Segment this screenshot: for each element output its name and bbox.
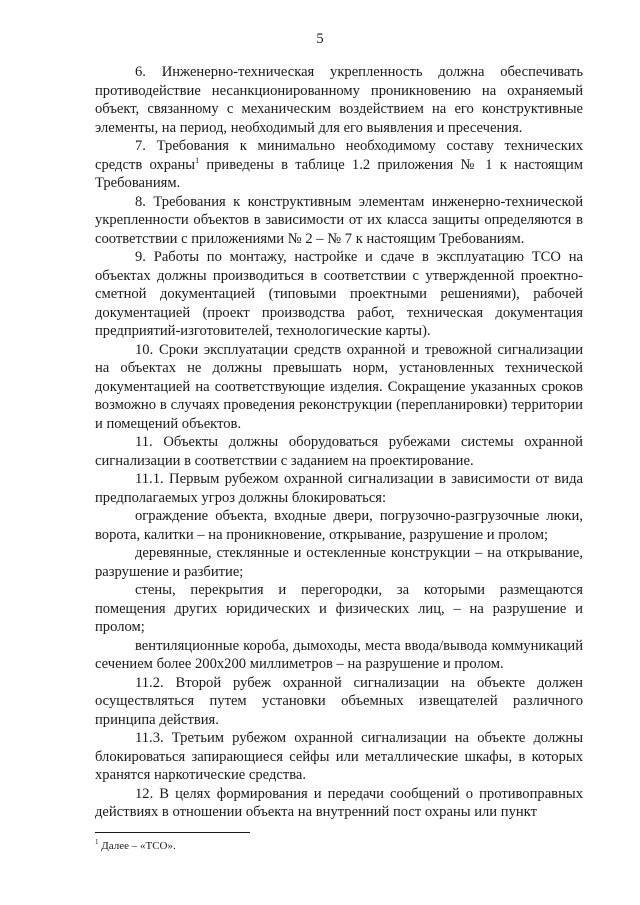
footnote-divider (95, 832, 250, 833)
list-item-fence-doors: ограждение объекта, входные двери, погрузочно-разгрузочные люки, ворота, калитки – на проникновение, открывание, разрушение и пролом; (95, 508, 583, 543)
paragraph-6: 6. Инженерно-техническая укрепленность должна обеспечивать противодействие несанкционированному проникновению на охраняемый объект, связанному с механическим воздействием на его конструктивные элементы, на период, необходимый для его выявления и пресечения. (95, 64, 583, 136)
paragraph-12: 12. В целях формирования и передачи сообщений о противоправных действиях в отношении объекта на внутренний пост охраны или пункт (95, 785, 583, 820)
paragraph-9: 9. Работы по монтажу, настройке и сдаче в эксплуатацию ТСО на объектах должны производиться в соответствии с утвержденной проектно-сметной документацией (типовыми проектными решениями), рабочей документацией (проект производства работ, техническая документация предприятий-изготовителей, технологические карты). (95, 249, 583, 339)
paragraph-10: 10. Сроки эксплуатации средств охранной и тревожной сигнализации на объектах не должны превышать норм, установленных технической документацией на соответствующие изделия. Сокращение указанных сроков возможно в случаях проведения реконструкции (перепланировки) территории и помещений объектов. (95, 341, 583, 432)
list-item-walls: стены, перекрытия и перегородки, за которыми размещаются помещения других юридических и физических лиц, – на разрушение и пролом; (95, 582, 583, 635)
paragraph-11-1: 11.1. Первым рубежом охранной сигнализации в зависимости от вида предполагаемых угроз должны блокироваться: (95, 471, 583, 506)
paragraph-8: 8. Требования к конструктивным элементам инженерно-технической укрепленности объектов в зависимости от их класса защиты определяются в соответствии с приложениями № 2 – № 7 к настоящим Требованиям. (95, 193, 583, 247)
paragraph-7-text-end: приведены в таблице 1.2 приложения № 1 к настоящим Требованиям. (95, 156, 584, 191)
list-item-wooden-glass: деревянные, стеклянные и остекленные конструкции – на открывание, разрушение и разбитие; (95, 545, 583, 580)
paragraph-11-2: 11.2. Второй рубеж охранной сигнализации на объекте должен осуществляться путем установки объемных извещателей различного принципа действия. (95, 674, 583, 728)
paragraph-7-text-start: 7. Требования к минимально необходимому составу технических средств охраны (95, 138, 583, 173)
paragraph-7 (95, 137, 583, 193)
footnote-marker: 1 (95, 838, 99, 846)
page-number: 5 (316, 31, 324, 47)
footnote (95, 840, 176, 852)
footnote-text: Далее – «ТСО». (98, 840, 176, 852)
paragraph-11-3: 11.3. Третьим рубежом охранной сигнализации на объекте должны блокироваться запирающиеся сейфы или металлические шкафы, в которых хранятся наркотические средства. (95, 730, 583, 783)
footnote-reference: 1 (195, 155, 200, 165)
paragraph-11: 11. Объекты должны оборудоваться рубежами системы охранной сигнализации в соответствии с заданием на проектирование. (95, 434, 583, 469)
list-item-ventilation: вентиляционные короба, дымоходы, места ввода/вывода коммуникаций сечением более 200х200 миллиметров – на разрушение и пролом. (95, 637, 583, 672)
document-body (95, 63, 583, 822)
